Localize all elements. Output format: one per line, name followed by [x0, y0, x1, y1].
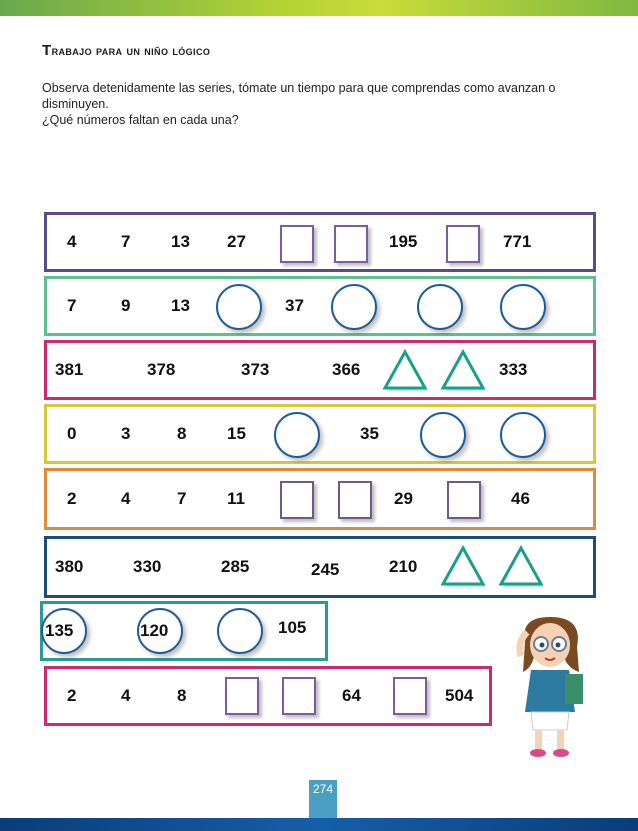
instructions	[42, 80, 602, 128]
series-number: 120	[140, 621, 169, 640]
answer-blank-triangle[interactable]	[439, 348, 487, 392]
series-number: 195	[389, 232, 418, 251]
answer-blank-square[interactable]	[280, 225, 314, 263]
answer-blank-circle[interactable]	[500, 284, 546, 330]
series-number: 366	[332, 360, 361, 379]
series-number: 378	[147, 360, 176, 379]
answer-blank-square[interactable]	[447, 481, 481, 519]
answer-blank-circle[interactable]	[274, 412, 320, 458]
series-number: 210	[389, 557, 418, 576]
series-number: 373	[241, 360, 270, 379]
series-number: 0	[67, 424, 77, 443]
series-number: 7	[67, 296, 77, 315]
instructions-line-2: ¿Qué números faltan en cada una?	[42, 113, 239, 127]
answer-blank-triangle[interactable]	[497, 544, 545, 588]
series-number: 504	[445, 686, 474, 705]
answer-blank-square[interactable]	[338, 481, 372, 519]
series-row-1	[44, 212, 596, 272]
series-number: 3	[121, 424, 131, 443]
series-row-8	[44, 666, 492, 726]
series-number: 9	[121, 296, 131, 315]
instructions-line-1: Observa detenidamente las series, tómate un tiempo para que comprendas como avanzan o disminuyen.	[42, 81, 556, 111]
answer-blank-circle[interactable]	[216, 284, 262, 330]
answer-blank-circle[interactable]	[500, 412, 546, 458]
series-number: 7	[177, 489, 187, 508]
girl-illustration	[505, 612, 595, 762]
answer-blank-triangle[interactable]	[381, 348, 429, 392]
answer-blank-square[interactable]	[334, 225, 368, 263]
answer-blank-circle[interactable]	[331, 284, 377, 330]
series-number: 4	[121, 686, 131, 705]
answer-blank-square[interactable]	[225, 677, 259, 715]
answer-blank-square[interactable]	[446, 225, 480, 263]
series-number: 381	[55, 360, 84, 379]
answer-blank-circle[interactable]	[417, 284, 463, 330]
series-number: 333	[499, 360, 528, 379]
series-number: 27	[227, 232, 246, 251]
series-number: 11	[227, 489, 245, 508]
answer-blank-circle[interactable]	[217, 608, 263, 654]
series-number: 7	[121, 232, 131, 251]
answer-blank-square[interactable]	[393, 677, 427, 715]
series-number: 4	[121, 489, 131, 508]
page-number: 274	[309, 780, 337, 820]
series-number: 37	[285, 296, 304, 315]
series-row-3	[44, 340, 596, 400]
series-number: 285	[221, 557, 250, 576]
series-number: 13	[171, 296, 190, 315]
top-decorative-band	[0, 0, 638, 16]
series-number: 29	[394, 489, 413, 508]
series-number: 771	[503, 232, 532, 251]
series-number: 245	[311, 560, 340, 579]
series-number: 64	[342, 686, 361, 705]
series-row-7	[40, 601, 328, 661]
series-number: 13	[171, 232, 190, 251]
series-number: 2	[67, 686, 77, 705]
series-number: 330	[133, 557, 162, 576]
series-row-4	[44, 404, 596, 464]
series-number: 15	[227, 424, 246, 443]
series-number: 380	[55, 557, 84, 576]
series-row-2	[44, 276, 596, 336]
series-number: 35	[360, 424, 379, 443]
series-number: 135	[45, 621, 74, 640]
bottom-decorative-band	[0, 818, 638, 831]
answer-blank-circle[interactable]	[420, 412, 466, 458]
page-title: Trabajo para un niño lógico	[42, 42, 211, 59]
answer-blank-square[interactable]	[282, 677, 316, 715]
series-row-6	[44, 536, 596, 598]
series-number: 105	[278, 618, 307, 637]
answer-blank-triangle[interactable]	[439, 544, 487, 588]
answer-blank-square[interactable]	[280, 481, 314, 519]
series-number: 8	[177, 424, 187, 443]
series-number: 2	[67, 489, 77, 508]
series-number: 46	[511, 489, 530, 508]
series-number: 8	[177, 686, 187, 705]
series-row-5	[44, 468, 596, 530]
series-number: 4	[67, 232, 77, 251]
